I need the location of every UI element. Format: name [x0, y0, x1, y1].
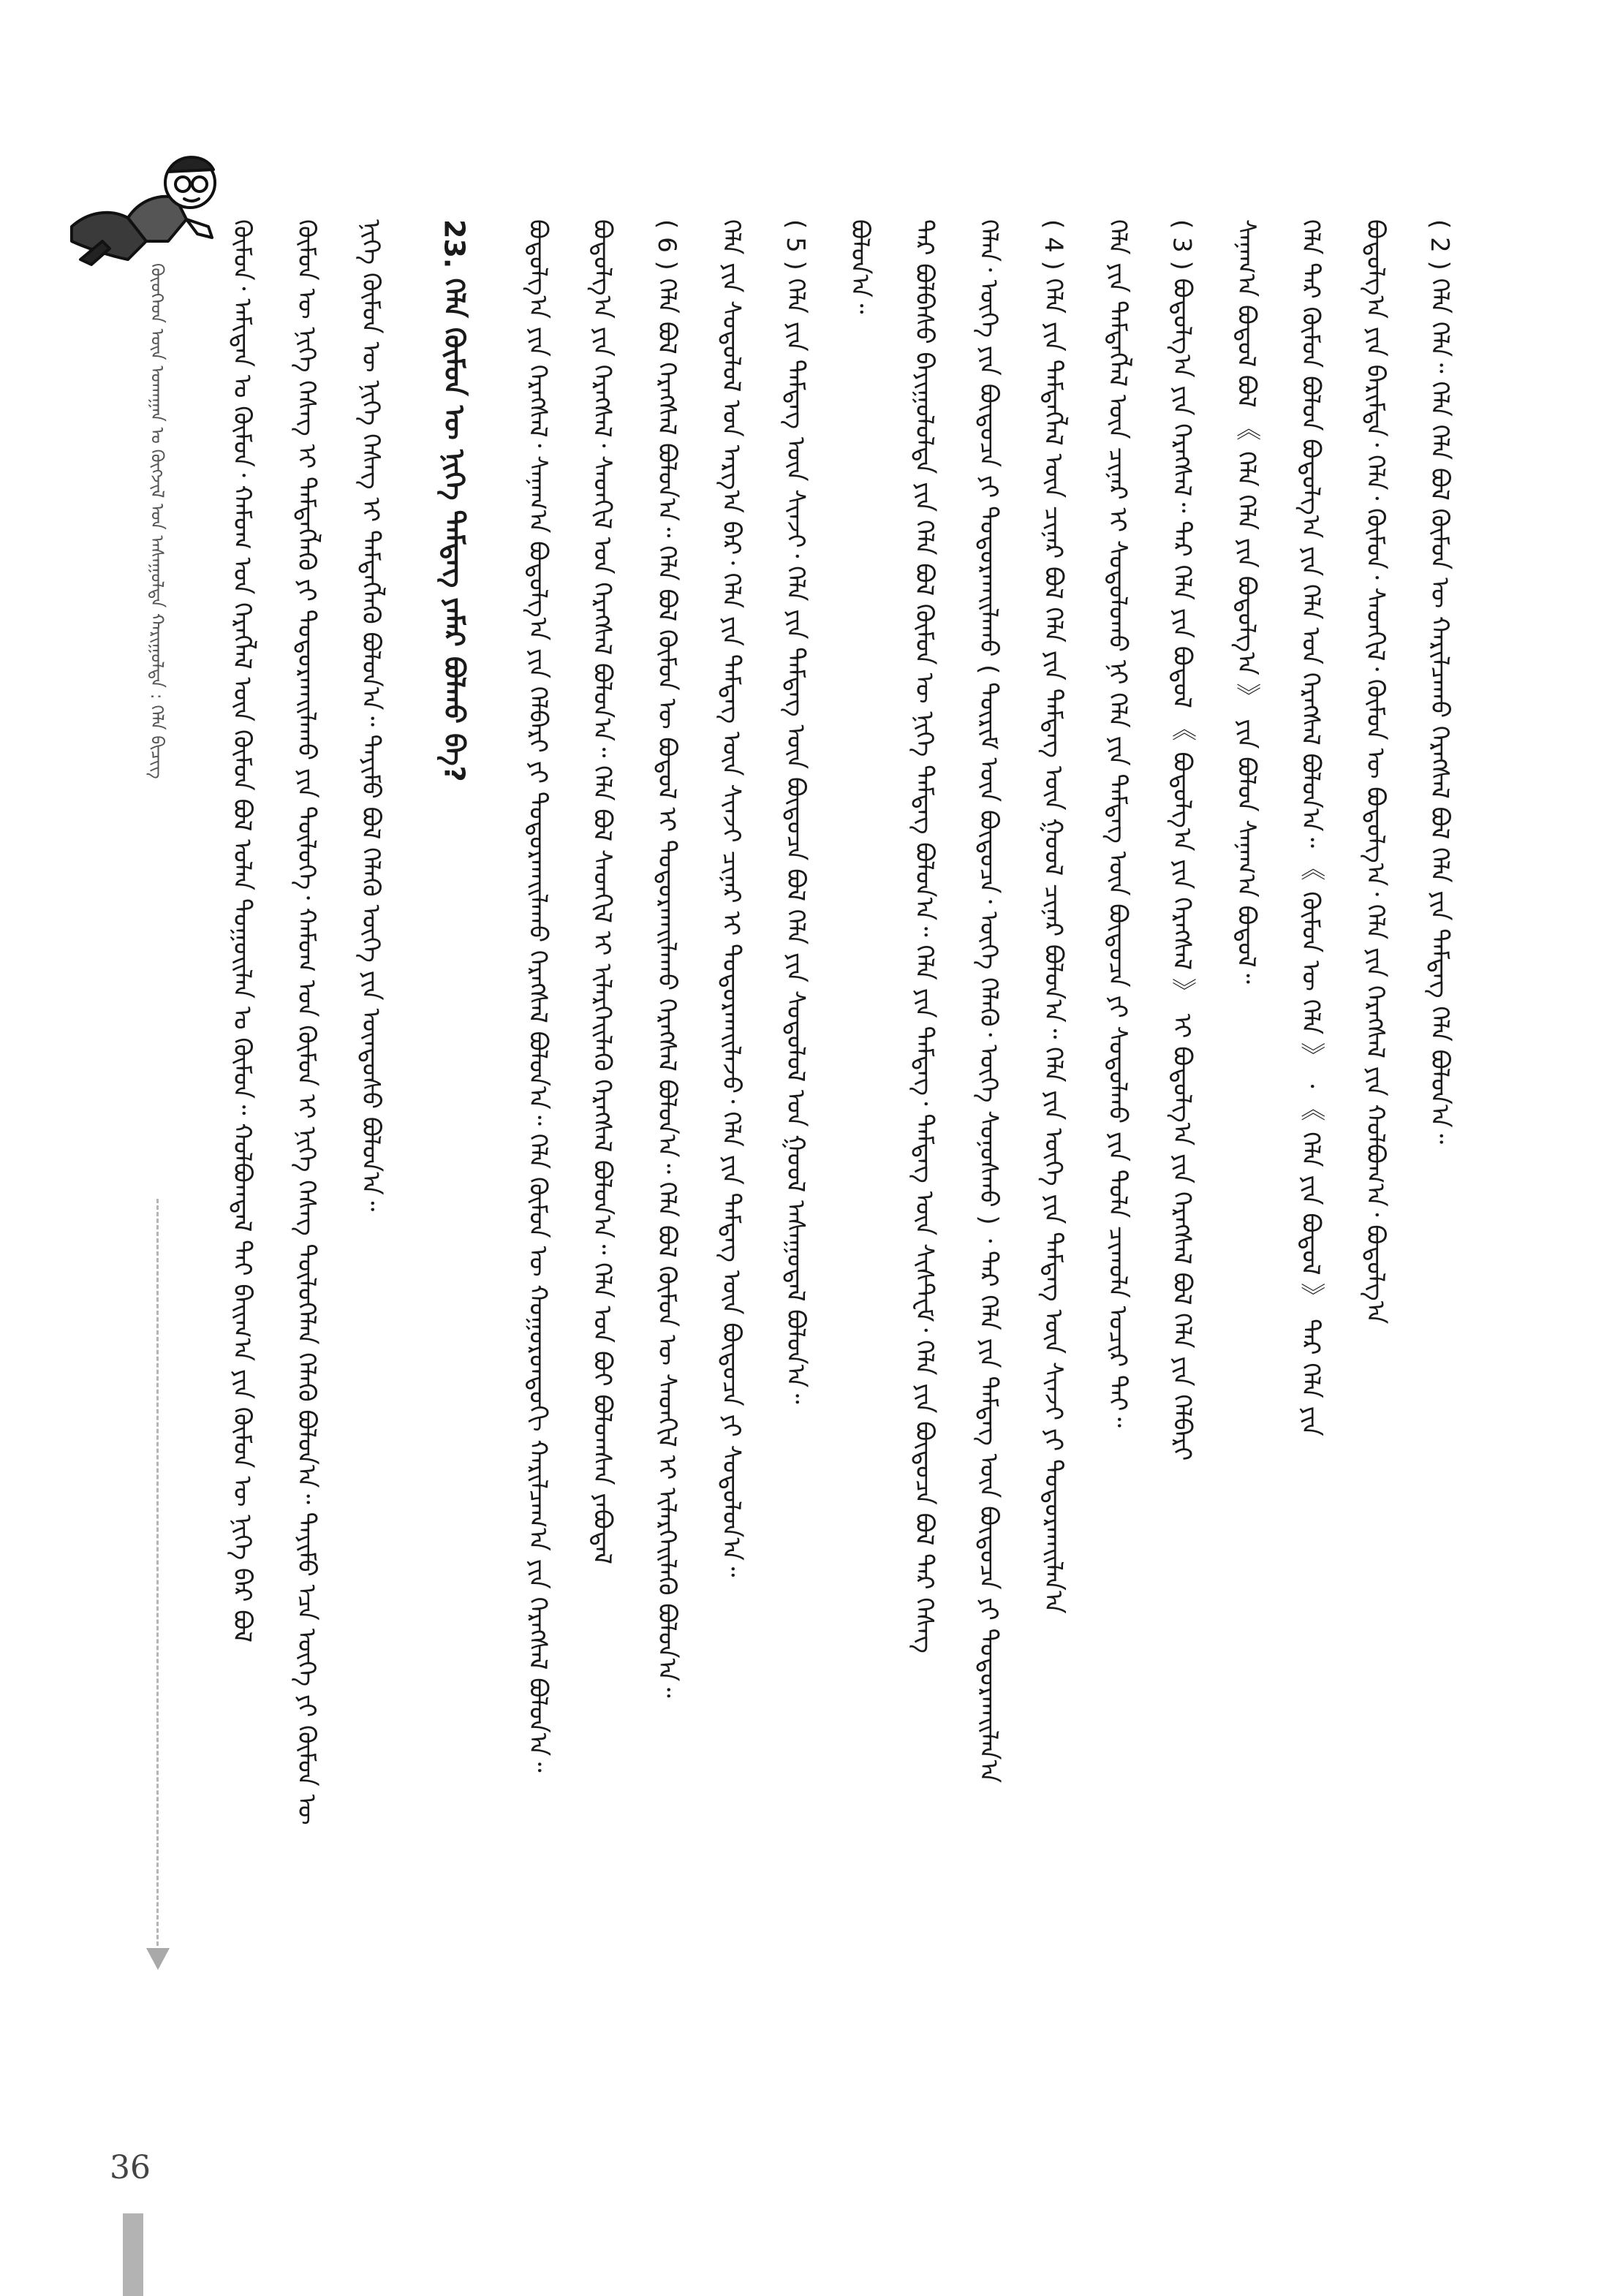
running-header: ᠬᠦᠦᠬᠡᠳ ᠦᠨ ᠤᠬᠠᠭᠠᠨ ᠤ ᠬᠥᠭᠵᠢᠯ ᠤᠨ ᠠᠰᠠᠭᠤᠯᠲᠠ ᠬᠠᠷᠢᠭᠤᠯᠲᠠ : ᠬᠡᠯᠡ ᠪᠢᠴᠢᠭ: [147, 263, 167, 779]
text-column: ( 3 ) ᠪᠣᠳᠣᠯᠭ᠎ᠠ ᠶᠢᠨ ᠬᠡᠷᠡᠭᠰᠡᠯ᠃ ᠲᠡᠷ ᠬᠡᠯᠡ ᠶᠢᠨ ᠪᠣᠳᠣᠯ 《 ᠪᠣᠳᠣᠯᠭ᠎ᠠ ᠶᠢᠨ ᠬᠡᠷᠡᠭᠰᠡᠯ 》 ᠢ ᠪᠣᠳᠣᠯᠭ᠎ᠠ ᠶᠢᠨ ᠬᠡᠷᠡᠭᠰᠡᠯ ᠪᠣᠯ ᠬᠡᠯᠡ ᠶᠢᠨ ᠬᠡᠯᠪᠡᠷᠢ: [1167, 219, 1197, 1461]
mascot-illustration: [58, 132, 227, 270]
text-column: ᠰᠠᠨᠠᠭ᠎ᠠ ᠪᠣᠳᠣᠯ ᠪᠣᠯ 《 ᠬᠡᠯᠡ ᠬᠡᠯᠡ ᠶᠢᠨ ᠪᠣᠳᠣᠯᠭ᠎ᠠ 》 ᠶᠢᠨ ᠪᠣᠯᠤᠨ ᠰᠠᠨᠠᠭ᠎ᠠ ᠪᠣᠳᠣᠯ᠃: [1231, 219, 1261, 984]
text-column: ᠪᠣᠳᠣᠯᠭ᠎ᠠ ᠶᠢᠨ ᠪᠠᠷᠢᠮᠲᠠ᠂ ᠬᠡᠯᠡ᠂ ᠬᠦᠮᠦᠨ᠂ ᠰᠡᠳᠬᠢᠯ᠂ ᠬᠦᠮᠦᠨ ᠦ ᠪᠣᠳᠣᠯᠭ᠎ᠠ᠂ ᠬᠡᠯᠡ ᠶᠢᠨ ᠬᠡᠷᠡᠭᠰᠡᠯ ᠶᠢᠨ ᠬᠣᠯᠪᠣᠭ᠎ᠠ᠂ ᠪᠣᠳᠣᠯᠭ᠎ᠠ: [1360, 219, 1390, 1325]
text-column: ( 2 ) ᠬᠡᠯᠡ ᠬᠡᠯᠡ᠃ ᠬᠡᠯᠡ ᠬᠡᠯᠡ ᠪᠣᠯ ᠬᠦᠮᠦᠨ ᠦ ᠬᠠᠷᠢᠯᠴᠠᠬᠤ ᠬᠡᠷᠡᠭᠰᠡᠯ ᠪᠣᠯ ᠬᠡᠯᠡ ᠶᠢᠨ ᠲᠡᠮᠳᠡᠭ ᠬᠡᠯᠡ ᠪᠣᠯᠣᠨ᠎ᠠ᠃: [1424, 219, 1454, 1145]
text-column: ᠬᠡᠯᠡ ᠶᠢᠨ ᠰᠤᠳᠤᠯᠤᠯ ᠤᠨ ᠠᠷᠭ᠎ᠠ ᠪᠠᠷ᠂ ᠬᠡᠯᠡ ᠶᠢᠨ ᠲᠡᠮᠳᠡᠭ ᠦᠨ ᠰᠢᠨᠵᠢ ᠴᠢᠨᠠᠷ ᠢ ᠲᠣᠳᠣᠷᠬᠠᠢᠯᠠᠵᠤ᠂ ᠬᠡᠯᠡ ᠶᠢᠨ ᠲᠡᠮᠳᠡᠭ ᠦᠨ ᠪᠦᠲᠦᠴᠡ ᠶᠢ ᠰᠤᠳᠤᠯᠤᠨ᠎ᠠ᠃: [716, 219, 746, 1577]
page-edge-bar: [123, 2213, 143, 2296]
text-column: ᠲᠡᠷ ᠪᠣᠯᠪᠠᠰᠤ ᠪᠠᠶᠢᠭᠤᠯᠤᠯᠲᠠ ᠶᠢᠨ ᠬᠡᠯᠡ ᠪᠣᠯ ᠬᠦᠮᠦᠨ ᠦ ᠨᠢᠭᠡ ᠲᠡᠮᠳᠡᠭ ᠪᠣᠯᠤᠨ᠎ᠠ᠃ ᠬᠡᠯᠡ ᠶᠢᠨ ᠲᠡᠮᠳᠡᠭ᠂ ᠲᠡᠮᠳᠡᠭ ᠦᠨ ᠰᠢᠰᠲᠧᠮ᠂ ᠬᠡᠯᠡ ᠶᠢᠨ ᠪᠦᠲᠦᠴᠡ ᠪᠣᠯ ᠲᠡᠷ ᠬᠡᠰᠡᠭ: [909, 219, 939, 1653]
text-column: ᠬᠦᠮᠦᠨ᠂ ᠠᠮᠢᠲᠠᠨ ᠤ ᠬᠦᠮᠦᠨ᠂ ᠬᠠᠮᠤᠭ ᠤᠨ ᠬᠡᠷᠡᠭᠯᠡᠯ ᠦᠨ ᠬᠦᠮᠦᠨ ᠪᠣᠯ ᠤᠯᠠᠨ ᠳᠣᠭᠣᠢᠯᠠᠨ ᠤ ᠬᠦᠮᠦᠨ᠃ ᠬᠣᠯᠪᠣᠭᠳᠠᠯ ᠲᠠᠢ ᠪᠠᠢᠭ᠎ᠠ ᠶᠢᠨ ᠬᠦᠮᠦᠨ ᠦ ᠨᠢᠭᠡ ᠪᠡᠷ ᠪᠣᠯ: [227, 219, 257, 1643]
text-column: ᠪᠣᠯᠣᠨ᠎ᠠ᠃: [845, 219, 875, 314]
dashed-divider: [156, 1199, 159, 1959]
down-arrow-icon: [146, 1948, 170, 1970]
text-column: ᠬᠡᠯᠡᠨ᠂ ᠦᠭᠡ ᠶᠢᠨ ᠪᠦᠲᠦᠴᠡ ᠶᠢ ᠲᠣᠳᠣᠷᠬᠠᠢᠯᠠᠬᠤ ( ᠳᠦᠷᠢᠮ ᠦᠨ ᠪᠦᠲᠦᠴᠡ᠂ ᠦᠭᠡ ᠬᠡᠯᠡᠬᠦ᠂ ᠦᠭᠡ ᠰᠣᠨᠣᠰᠬᠤ ) ᠂ ᠲᠡᠷ ᠬᠡᠯᠡ ᠶᠢᠨ ᠲᠡᠮᠳᠡᠭ ᠦᠨ ᠪᠦᠲᠦᠴᠡ ᠶᠢ ᠲᠣᠳᠣᠷᠬᠠᠢᠯᠠᠨ᠎ᠠ: [974, 219, 1004, 1784]
text-column: ( 4 ) ᠬᠡᠯᠡ ᠶᠢᠨ ᠲᠡᠮᠳᠡᠭᠯᠡᠯ ᠦᠨ ᠴᠢᠨᠠᠷ ᠪᠣᠯ ᠬᠡᠯᠡ ᠶᠢᠨ ᠲᠡᠮᠳᠡᠭ ᠦᠨ ᠭᠣᠣᠯ ᠴᠢᠨᠠᠷ ᠪᠣᠯᠣᠨ᠎ᠠ᠃ ᠬᠡᠯᠡ ᠶᠢᠨ ᠦᠭᠡ ᠶᠢᠨ ᠲᠡᠮᠳᠡᠭ ᠦᠨ ᠰᠢᠨᠵᠢ ᠶᠢ ᠲᠣᠳᠣᠷᠬᠠᠢᠯᠠᠨ᠎ᠠ: [1038, 219, 1068, 1614]
text-column: ᠬᠦᠮᠦᠨ ᠦ ᠨᠢᠭᠡ ᠬᠡᠰᠡᠭ ᠢ ᠲᠡᠮᠳᠡᠭᠯᠡᠬᠦ ᠶᠢ ᠲᠣᠳᠣᠷᠬᠠᠢᠯᠠᠬᠤ ᠶᠢᠨ ᠲᠥᠯᠦᠭᠡ᠂ ᠬᠠᠮᠤᠭ ᠤᠨ ᠬᠦᠮᠦᠨ ᠢ ᠨᠢᠭᠡ ᠬᠡᠰᠡᠭ ᠲᠥᠯᠦᠭᠡᠯᠡᠨ ᠬᠡᠯᠡᠬᠦ ᠪᠣᠯᠣᠨ᠎ᠠ᠃ ᠲᠡᠶᠢᠮᠦ ᠡᠴᠡ ᠦᠭᠡ ᠶᠢ ᠬᠦᠮᠦᠨ ᠦ: [292, 219, 322, 1825]
vertical-text-body: [219, 219, 1462, 2091]
question-heading: 23. ᠬᠡᠯᠡ ᠬᠦᠮᠦᠨ ᠦ ᠨᠢᠭᠡ ᠲᠡᠮᠳᠡᠭ ᠶᠠᠮᠠᠷ ᠪᠣᠯᠬᠤ ᠪᠡ?: [438, 219, 471, 782]
text-column: ᠪᠣᠳᠣᠯᠭ᠎ᠠ ᠶᠢᠨ ᠬᠡᠷᠡᠭᠰᠡᠯ᠂ ᠰᠠᠨᠠᠭ᠎ᠠ ᠪᠣᠳᠣᠯᠭ᠎ᠠ ᠶᠢᠨ ᠬᠡᠯᠪᠡᠷᠢ ᠶᠢ ᠲᠣᠳᠣᠷᠬᠠᠢᠯᠠᠬᠤ ᠬᠡᠷᠡᠭᠰᠡᠯ ᠪᠣᠯᠤᠨ᠎ᠠ᠃ ᠬᠡᠯᠡ ᠬᠦᠮᠦᠨ ᠦ ᠬᠣᠭᠣᠷᠣᠨᠳᠣᠬᠢ ᠬᠠᠷᠢᠯᠴᠠᠭ᠎ᠠ ᠶᠢᠨ ᠬᠡᠷᠡᠭᠰᠡᠯ ᠪᠣᠯᠣᠨ᠎ᠠ᠃: [523, 219, 553, 1773]
text-column: ᠪᠣᠳᠣᠯᠭ᠎ᠠ ᠶᠢᠨ ᠬᠡᠷᠡᠭᠰᠡᠯ᠂ ᠰᠡᠳᠭᠢᠯ ᠤᠨ ᠬᠡᠷᠡᠭᠰᠡᠯ ᠪᠣᠯᠣᠨ᠎ᠠ᠃ ᠬᠡᠯᠡ ᠪᠣᠯ ᠰᠡᠳᠬᠢᠯ ᠢ ᠢᠯᠡᠷᠬᠡᠢᠯᠡᠬᠦ ᠬᠡᠷᠡᠭᠰᠡᠯ ᠪᠣᠯᠣᠨ᠎ᠠ᠃ ᠬᠡᠯᠡ ᠤᠨ ᠪᠤᠢ ᠪᠣᠯᠤᠭᠰᠠᠨ ᠶᠠᠪᠤᠳᠠᠯ: [587, 219, 617, 1565]
text-column: ᠬᠡᠯᠡ ᠲᠡᠷ ᠬᠦᠮᠦᠨ ᠪᠣᠯᠣᠨ ᠪᠣᠳᠣᠯᠭ᠎ᠠ ᠶᠢᠨ ᠬᠡᠯᠡ ᠤᠨ ᠬᠡᠷᠡᠭᠰᠡᠯ ᠪᠣᠯᠣᠨ᠎ᠠ᠃ 《 ᠬᠦᠮᠦᠨ ᠦ ᠬᠡᠯᠡ 》 ᠂ 《 ᠬᠡᠯᠡ ᠶᠢᠨ ᠪᠣᠳᠣᠯ 》 ᠲᠡᠷ ᠬᠡᠯᠡ ᠶᠢᠨ: [1295, 219, 1325, 1436]
text-column: ᠨᠢᠭᠡ ᠬᠦᠮᠦᠨ ᠦ ᠨᠢᠭᠡ ᠬᠡᠰᠡᠭ ᠢ ᠲᠡᠮᠳᠡᠭᠯᠡᠬᠦ ᠪᠣᠯᠣᠨ᠎ᠠ᠃ ᠲᠡᠶᠢᠮᠦ ᠪᠣᠯ ᠬᠡᠯᠡᠬᠦ ᠦᠭᠡ ᠶᠢᠨ ᠦᠨᠳᠦᠰᠦ ᠪᠣᠯᠤᠨ᠎ᠠ᠃: [356, 219, 386, 1212]
text-column: ( 5 ) ᠬᠡᠯᠡ ᠶᠢᠨ ᠲᠡᠮᠳᠡᠭ ᠦᠨ ᠰᠢᠨᠵᠢ᠂ ᠬᠡᠯᠡ ᠶᠢᠨ ᠲᠡᠮᠳᠡᠭ ᠦᠨ ᠪᠦᠲᠦᠴᠡ ᠪᠣᠯ ᠬᠡᠯᠡ ᠶᠢᠨ ᠰᠤᠳᠤᠯᠤᠯ ᠤᠨ ᠭᠣᠣᠯ ᠠᠰᠠᠭᠤᠳᠠᠯ ᠪᠣᠯᠣᠨ᠎ᠠ᠃: [780, 219, 810, 1404]
text-column: ( 6 ) ᠬᠡᠯᠡ ᠪᠣᠯ ᠬᠡᠷᠡᠭᠰᠡᠯ ᠪᠣᠯᠣᠨ᠎ᠠ᠃ ᠬᠡᠯᠡ ᠪᠣᠯ ᠬᠦᠮᠦᠨ ᠦ ᠪᠣᠳᠣᠯ ᠢ ᠲᠣᠳᠣᠷᠬᠠᠢᠯᠠᠬᠤ ᠬᠡᠷᠡᠭᠰᠡᠯ ᠪᠣᠯᠣᠨ᠎ᠠ᠃ ᠬᠡᠯᠡ ᠪᠣᠯ ᠬᠦᠮᠦᠨ ᠦ ᠰᠡᠳᠬᠢᠯ ᠢ ᠢᠯᠡᠷᠬᠡᠢᠯᠡᠬᠦ ᠪᠣᠯᠣᠨ᠎ᠠ᠃: [651, 219, 681, 1698]
page-number: 36: [110, 2149, 151, 2186]
text-column: ᠬᠡᠯᠡ ᠶᠢᠨ ᠲᠡᠮᠳᠡᠭᠯᠡᠯ ᠦᠨ ᠴᠢᠨᠠᠷ ᠢ ᠰᠤᠳᠤᠯᠤᠬᠤ ᠨᠢ ᠬᠡᠯᠡ ᠶᠢᠨ ᠲᠡᠮᠳᠡᠭ ᠦᠨ ᠪᠦᠲᠦᠴᠡ ᠶᠢ ᠰᠤᠳᠤᠯᠬᠤ ᠶᠢᠨ ᠲᠤᠯᠠ ᠴᠢᠬᠤᠯᠠ ᠤᠴᠢᠷ ᠲᠠᠢ᠃: [1102, 219, 1132, 1428]
